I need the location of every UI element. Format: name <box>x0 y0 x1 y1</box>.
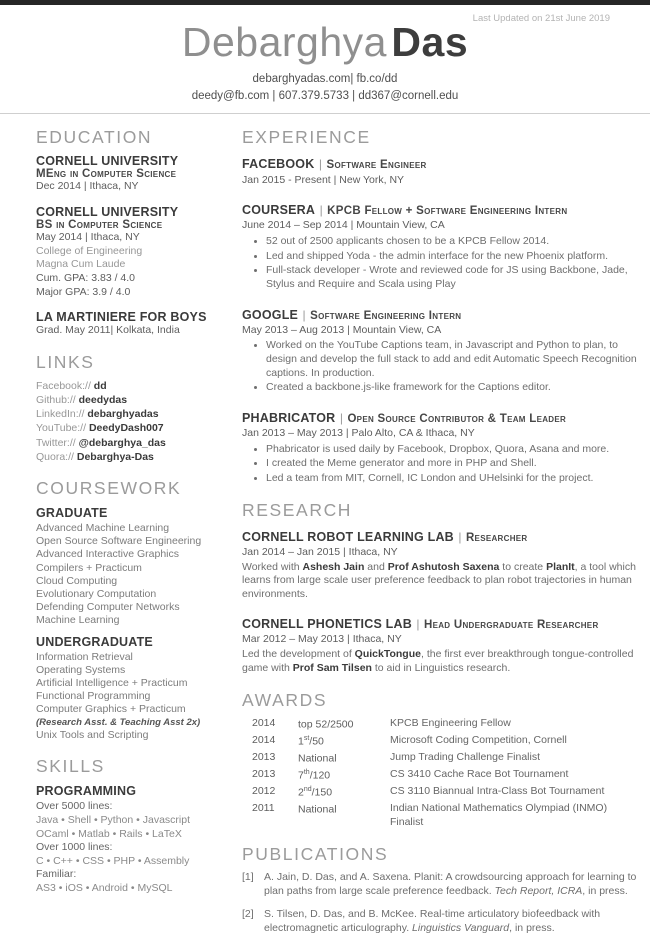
award-name: KPCB Engineering Fellow <box>390 716 511 729</box>
lab-name: CORNELL PHONETICS LAB <box>242 617 412 632</box>
award-year: 2014 <box>252 733 276 746</box>
publication-number: [2] <box>242 908 254 921</box>
course-item: Defending Computer Networks <box>36 601 180 614</box>
link-label: Quora:// <box>36 450 77 463</box>
award-year: 2013 <box>252 750 276 763</box>
research-section <box>242 500 638 676</box>
link-item[interactable] <box>36 407 224 421</box>
top-accent-bar <box>0 0 650 5</box>
skills-title: SKILLS <box>36 756 105 777</box>
job-bullet: • I created the Meme generator and more in PHP and Shell. <box>266 457 638 471</box>
contact-line-2: deedy@fb.com | 607.379.5733 | dd367@cornell.edu <box>191 89 459 102</box>
company-name: GOOGLE <box>242 307 299 322</box>
job-role: Software Engineering Intern <box>310 309 462 322</box>
separator-pipe: | <box>458 529 462 544</box>
awards-title: AWARDS <box>242 689 328 710</box>
link-item[interactable] <box>36 393 224 407</box>
awards-table <box>242 717 638 830</box>
link-value: dd <box>93 379 107 392</box>
award-name: CS 3110 Biannual Intra-Class Bot Tournament <box>390 785 605 798</box>
coursework-title: COURSEWORK <box>36 477 182 498</box>
job-bullet: • Created a backbone.js-like framework for the Captions editor. <box>266 381 638 395</box>
publication-text: S. Tilsen, D. Das, and B. McKee. Real-time articulatory biofeedback with electromagnetic articulography. Linguistics Vanguard, in press. <box>264 908 601 935</box>
education-detail: College of Engineering <box>36 244 143 257</box>
job-bullets <box>242 339 638 395</box>
link-label: Twitter:// <box>36 436 79 449</box>
education-meta: Dec 2014 | Ithaca, NY <box>36 180 139 193</box>
course-item: Compilers + Practicum <box>36 561 142 574</box>
job-role: Software Engineer <box>326 159 427 172</box>
award-rank: 7th/120 <box>298 769 331 782</box>
skill-line: Java • Shell • Python • Javascript <box>36 813 191 826</box>
link-label: LinkedIn:// <box>36 408 88 421</box>
job-bullet: • Led a team from MIT, Cornell, IC London and UHelsinki for the project. <box>266 472 638 486</box>
journal-name: Linguistics Vanguard <box>412 922 510 935</box>
lab-name: CORNELL ROBOT LEARNING LAB <box>242 529 454 544</box>
job-meta: June 2014 – Sep 2014 | Mountain View, CA <box>242 219 445 232</box>
journal-name: Tech Report, ICRA <box>494 884 583 897</box>
publications-section <box>242 844 638 936</box>
award-year: 2012 <box>252 785 276 798</box>
job-bullet: • 52 out of 2500 applicants chosen to be a KPCB Fellow 2014. <box>266 235 638 249</box>
course-item: Cloud Computing <box>36 574 118 587</box>
last-name: Das <box>391 19 469 65</box>
publications-title: PUBLICATIONS <box>242 843 389 864</box>
skill-group-label: Over 1000 lines: <box>36 841 113 854</box>
content-columns <box>0 114 650 950</box>
education-title: EDUCATION <box>36 127 153 148</box>
undergraduate-subtitle: UNDERGRADUATE <box>36 634 153 649</box>
link-value: Debarghya-Das <box>76 450 154 463</box>
award-rank: 2nd/150 <box>298 786 333 799</box>
experience-entry <box>242 154 638 187</box>
company-name: COURSERA <box>242 203 316 218</box>
award-rank: National <box>298 752 337 765</box>
education-detail: Cum. GPA: 3.83 / 4.0 <box>36 271 136 284</box>
left-column <box>36 127 224 950</box>
course-item: Evolutionary Computation <box>36 587 157 600</box>
award-rank: 1st/50 <box>298 734 324 748</box>
experience-entry <box>242 305 638 395</box>
contact-line-1: debarghyadas.com| fb.co/dd <box>252 73 398 85</box>
skill-line: C • C++ • CSS • PHP • Assembly <box>36 854 190 867</box>
separator-pipe: | <box>302 307 306 322</box>
separator-pipe: | <box>416 617 420 632</box>
course-item: Operating Systems <box>36 663 126 676</box>
award-name: CS 3410 Cache Race Bot Tournament <box>390 768 569 781</box>
job-meta: Jan 2015 - Present | New York, NY <box>242 173 405 186</box>
education-meta: May 2014 | Ithaca, NY <box>36 230 140 243</box>
link-value: debarghyadas <box>87 408 159 421</box>
link-item[interactable] <box>36 379 224 393</box>
project-name: PlanIt <box>546 560 575 573</box>
degree: BS in Computer Science <box>36 218 163 231</box>
job-meta: May 2013 – Aug 2013 | Mountain View, CA <box>242 323 442 336</box>
links-section <box>36 352 224 464</box>
publication-entry <box>242 871 638 899</box>
link-item[interactable] <box>36 421 224 435</box>
resume-name <box>0 19 650 66</box>
links-title: LINKS <box>36 351 95 372</box>
coursework-note: (Research Asst. & Teaching Asst 2x) <box>36 716 201 728</box>
lab-meta: Jan 2014 – Jan 2015 | Ithaca, NY <box>242 545 398 558</box>
research-title: RESEARCH <box>242 499 353 520</box>
person-name: Ashesh Jain <box>302 560 365 573</box>
last-updated-text: Last Updated on 21st June 2019 <box>472 13 610 24</box>
experience-title: EXPERIENCE <box>242 127 371 148</box>
awards-section <box>242 690 638 830</box>
course-item: Computer Graphics + Practicum <box>36 703 186 716</box>
project-name: QuickTongue <box>354 647 421 660</box>
research-entry <box>242 527 638 602</box>
right-column <box>242 127 638 950</box>
course-item: Machine Learning <box>36 614 120 627</box>
person-name: Prof Ashutosh Saxena <box>387 560 500 573</box>
link-value: DeedyDash007 <box>88 422 164 435</box>
lab-description: Worked with Ashesh Jain and Prof Ashutosh Saxena to create PlanIt, a tool which learns from large scale user preference feedback to plan robot trajectories in human environments. <box>242 560 636 601</box>
publication-text: A. Jain, D. Das, and A. Saxena. Planit: A crowdsourcing approach for learning to plan paths from large scale preference feedback. Tech Report, ICRA, in press. <box>264 870 637 897</box>
skill-line: AS3 • iOS • Android • MySQL <box>36 882 173 895</box>
job-meta: Jan 2013 – May 2013 | Palo Alto, CA & Ithaca, NY <box>242 427 475 440</box>
award-year: 2014 <box>252 716 276 729</box>
award-year: 2013 <box>252 768 276 781</box>
job-role: KPCB Fellow + Software Engineering Intern <box>327 205 568 218</box>
link-value: @debarghya_das <box>78 436 166 449</box>
lab-role: Head Undergraduate Researcher <box>423 619 599 632</box>
award-rank: top 52/2500 <box>298 718 354 731</box>
course-item: Artificial Intelligence + Practicum <box>36 677 188 690</box>
skills-section <box>36 756 224 895</box>
company-name: PHABRICATOR <box>242 410 336 425</box>
link-value: deedydas <box>78 394 128 406</box>
lab-meta: Mar 2012 – May 2013 | Ithaca, NY <box>242 633 402 646</box>
job-bullets <box>242 235 638 292</box>
link-label: Github:// <box>36 394 79 406</box>
award-name: Jump Trading Challenge Finalist <box>390 750 540 763</box>
lab-description: Led the development of QuickTongue, the first ever breakthrough tongue-controlled game with Prof Sam Tilsen to aid in Linguistics research. <box>242 647 634 674</box>
publication-entry <box>242 908 638 936</box>
publication-number: [1] <box>242 870 254 883</box>
education-detail: Major GPA: 3.9 / 4.0 <box>36 285 131 298</box>
job-role: Open Source Contributor & Team Leader <box>347 412 567 425</box>
course-item: Functional Programming <box>36 690 151 703</box>
education-entry <box>36 205 224 299</box>
course-item: Advanced Machine Learning <box>36 521 170 534</box>
coursework-section <box>36 478 224 742</box>
first-name: Debarghya <box>181 19 387 65</box>
education-meta: Grad. May 2011| Kolkata, India <box>36 324 180 337</box>
award-year: 2011 <box>252 802 275 815</box>
job-bullet: • Full-stack developer - Wrote and reviewed code for JS using Backbone, Jade, Stylus and Require and Scala using Play <box>266 264 638 291</box>
company-name: FACEBOOK <box>242 157 315 172</box>
education-detail: Magna Cum Laude <box>36 258 126 271</box>
education-section <box>36 127 224 337</box>
programming-subtitle: PROGRAMMING <box>36 784 137 799</box>
experience-entry <box>242 200 638 291</box>
graduate-subtitle: GRADUATE <box>36 505 108 520</box>
job-bullet: • Phabricator is used daily by Facebook, Dropbox, Quora, Asana and more. <box>266 443 638 457</box>
lab-role: Researcher <box>465 531 528 544</box>
job-bullet: • Led and shipped Yoda - the admin interface for the new Phoenix platform. <box>266 250 638 264</box>
school-name: CORNELL UNIVERSITY <box>36 204 179 219</box>
skill-group-label: Over 5000 lines: <box>36 800 113 813</box>
separator-pipe: | <box>339 410 343 425</box>
person-name: Prof Sam Tilsen <box>292 661 372 674</box>
school-name: LA MARTINIERE FOR BOYS <box>36 310 207 325</box>
course-item: Information Retrieval <box>36 650 133 663</box>
degree: MEng in Computer Science <box>36 168 177 181</box>
link-item[interactable] <box>36 450 224 464</box>
skill-line: OCaml • Matlab • Rails • LaTeX <box>36 827 182 840</box>
education-entry <box>36 310 224 338</box>
job-bullets <box>242 443 638 486</box>
link-label: YouTube:// <box>36 422 89 435</box>
link-item[interactable] <box>36 436 224 450</box>
separator-pipe: | <box>319 203 323 218</box>
course-item: Advanced Interactive Graphics <box>36 548 179 561</box>
education-entry <box>36 154 224 194</box>
skill-group-label: Familiar: <box>36 868 77 881</box>
separator-pipe: | <box>318 157 323 172</box>
job-bullet: • Worked on the YouTube Captions team, in Javascript and Python to plan, to design and develop the full stack to add and edit Automatic Speech Recognition captions. In production. <box>266 339 638 380</box>
award-name: Microsoft Coding Competition, Cornell <box>390 733 567 746</box>
research-entry <box>242 614 638 676</box>
course-item: Unix Tools and Scripting <box>36 729 149 742</box>
experience-section <box>242 127 638 485</box>
award-name: Indian National Mathematics Olympiad (INMO) Finalist <box>390 802 608 828</box>
school-name: CORNELL UNIVERSITY <box>36 154 179 169</box>
link-label: Facebook:// <box>36 379 94 392</box>
contact-block <box>0 71 650 104</box>
experience-entry <box>242 408 638 486</box>
course-item: Open Source Software Engineering <box>36 535 202 548</box>
award-rank: National <box>298 803 337 816</box>
